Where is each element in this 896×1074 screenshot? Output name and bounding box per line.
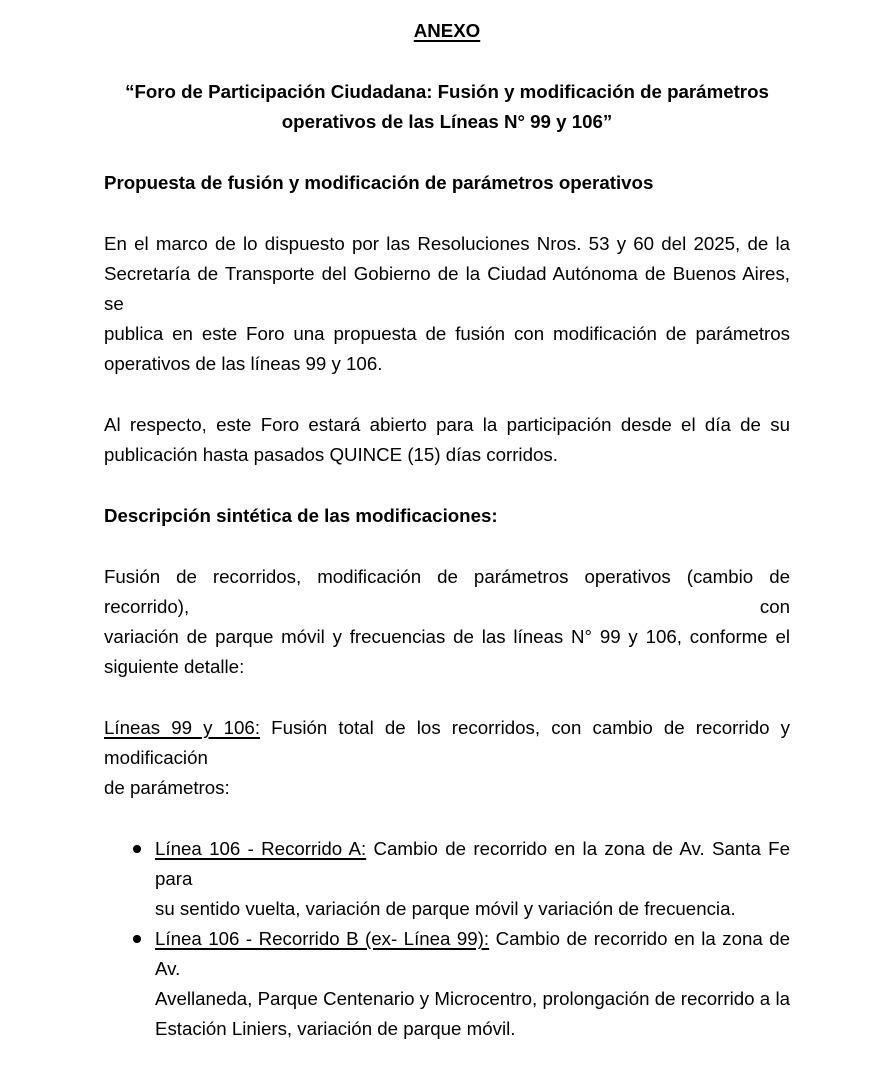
- bullet-rest: Cambio de recorrido en la zona de Av.: [155, 928, 791, 979]
- heading-descripcion: Descripción sintética de las modificaciones:: [104, 505, 498, 526]
- bullet-line: [155, 834, 790, 894]
- paragraph-line: publica en este Foro una propuesta de fusión con modificación de parámetros: [104, 323, 790, 344]
- subtitle-line-1: “Foro de Participación Ciudadana: Fusión y modificación de parámetros: [125, 81, 769, 102]
- paragraph-marco: [104, 229, 790, 379]
- bullet-lead-underlined: Línea 106 - Recorrido A:: [155, 838, 367, 859]
- lineas-rest: Fusión total de los recorridos, con cambio de recorrido y modificación: [104, 717, 790, 768]
- paragraph-lineas: [104, 713, 790, 803]
- heading-descripcion-block: [104, 501, 790, 531]
- modifications-bullet-list: [104, 834, 790, 1044]
- paragraph-line: Secretaría de Transporte del Gobierno de la Ciudad Autónoma de Buenos Aires, se: [104, 263, 790, 314]
- paragraph-line: En el marco de lo dispuesto por las Resoluciones Nros. 53 y 60 del 2025, de la: [104, 233, 790, 254]
- paragraph-foro: [104, 410, 790, 470]
- lineas-lead-underlined: Líneas 99 y 106:: [104, 717, 261, 738]
- bullet-recorrido-b: [104, 924, 790, 1044]
- paragraph-line: Fusión de recorridos, modificación de parámetros operativos (cambio de recorrido), con: [104, 566, 790, 617]
- bullet-marker-icon: [133, 845, 141, 853]
- bullet-rest: Cambio de recorrido en la zona de Av. Santa Fe para: [155, 838, 790, 889]
- bullet-line: Estación Liniers, variación de parque móvil.: [155, 1018, 516, 1039]
- paragraph-line: publicación hasta pasados QUINCE (15) días corridos.: [104, 444, 558, 465]
- paragraph-line: de parámetros:: [104, 777, 230, 798]
- heading-propuesta: Propuesta de fusión y modificación de parámetros operativos: [104, 172, 654, 193]
- paragraph-line: operativos de las líneas 99 y 106.: [104, 353, 383, 374]
- bullet-line: su sentido vuelta, variación de parque móvil y variación de frecuencia.: [155, 898, 736, 919]
- subtitle-block: [104, 77, 790, 137]
- document-title: ANEXO: [413, 20, 481, 41]
- bullet-line: [155, 924, 790, 984]
- paragraph-line: Al respecto, este Foro estará abierto para la participación desde el día de su: [104, 414, 790, 435]
- bullet-marker-icon: [133, 935, 141, 943]
- bullet-recorrido-a: [104, 834, 790, 924]
- title-block: [104, 16, 790, 46]
- bullet-lead-underlined: Línea 106 - Recorrido B (ex- Línea 99):: [155, 928, 490, 949]
- paragraph-fusion: [104, 562, 790, 682]
- heading-propuesta-block: [104, 168, 790, 198]
- title-line: [104, 16, 790, 46]
- bullet-line: Avellaneda, Parque Centenario y Microcentro, prolongación de recorrido a la: [155, 988, 790, 1009]
- paragraph-line: [104, 713, 790, 773]
- paragraph-line: variación de parque móvil y frecuencias de las líneas N° 99 y 106, conforme el: [104, 626, 790, 647]
- paragraph-line: siguiente detalle:: [104, 656, 245, 677]
- subtitle-line-2: operativos de las Líneas N° 99 y 106”: [281, 111, 613, 132]
